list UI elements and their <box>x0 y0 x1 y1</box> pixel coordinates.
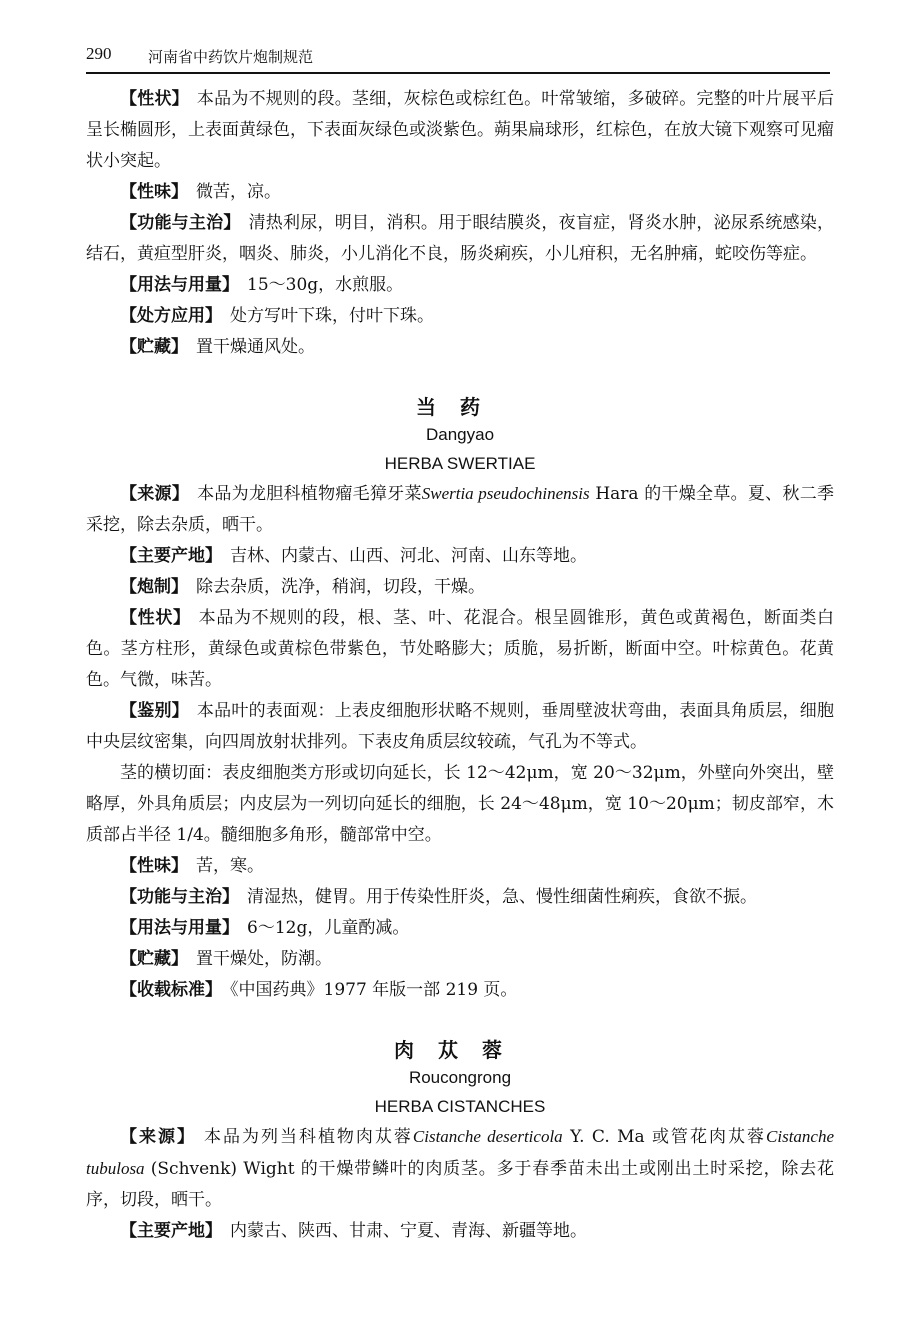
section-text: 《中国药典》1977 年版一部 219 页。 <box>230 980 518 1000</box>
section-label: 【炮制】 <box>120 577 188 597</box>
entry-latin-name: HERBA CISTANCHES <box>374 1097 546 1116</box>
paragraph <box>86 882 834 913</box>
paragraph <box>86 332 834 363</box>
paragraph <box>86 208 834 270</box>
section-label: 【主要产地】 <box>120 1221 222 1241</box>
book-title: 河南省中药饮片炮制规范 <box>148 48 314 66</box>
page-body <box>86 84 834 1247</box>
section-label: 【功能与主治】 <box>120 213 241 233</box>
section-label: 【贮藏】 <box>120 949 188 969</box>
section-text: 处方写叶下珠，付叶下珠。 <box>230 306 434 326</box>
paragraph <box>86 1121 834 1216</box>
paragraph <box>86 603 834 696</box>
section-text: (Schvenk) Wight 的干燥带鳞叶的肉质茎。多于春季苗未出土或刚出土时采挖，除去花序，切段，晒干。 <box>86 1159 834 1210</box>
section-label: 【功能与主治】 <box>120 887 239 907</box>
entry-title: 肉苁蓉 <box>394 1038 526 1062</box>
section-label: 【用法与用量】 <box>120 275 239 295</box>
section-text: 清湿热，健胃。用于传染性肝炎，急、慢性细菌性痢疾，食欲不振。 <box>247 887 757 907</box>
paragraph <box>86 572 834 603</box>
entry-pinyin: Roucongrong <box>408 1068 512 1087</box>
paragraph <box>86 944 834 975</box>
paragraph <box>86 301 834 332</box>
species-name: Swertia pseudochinensis <box>421 484 590 503</box>
paragraph <box>86 758 834 851</box>
section-text: 本品为不规则的段。茎细，灰棕色或棕红色。叶常皱缩，多破碎。完整的叶片展平后呈长椭圆形，上表面黄绿色，下表面灰绿色或淡紫色。蒴果扁球形，红棕色，在放大镜下观察可见瘤状小突起。 <box>86 89 835 171</box>
section-text: 15～30g，水煎服。 <box>247 275 404 295</box>
section-text: 苦，寒。 <box>196 856 264 876</box>
paragraph <box>86 541 834 572</box>
section-label: 【来源】 <box>120 484 190 504</box>
section-label: 【主要产地】 <box>120 546 222 566</box>
paragraph <box>86 696 834 758</box>
section-label: 【性味】 <box>120 856 188 876</box>
section-label: 【来源】 <box>120 1127 196 1147</box>
page-number: 290 <box>86 44 112 63</box>
section-text: Hara 的干燥全草。夏、秋二季采挖，除去杂质，晒干。 <box>86 484 835 535</box>
section-label: 【鉴别】 <box>120 701 189 721</box>
paragraph <box>86 913 834 944</box>
section-text: 本品叶的表面观：上表皮细胞形状略不规则，垂周壁波状弯曲，表面具角质层，细胞中央层纹密集，向四周放射状排列。下表皮角质层纹较疏，气孔为不等式。 <box>86 701 835 752</box>
section-text: 置干燥通风处。 <box>196 337 315 357</box>
section-text: 清热利尿，明目，消积。用于眼结膜炎，夜盲症，肾炎水肿，泌尿系统感染，结石，黄疸型肝炎，咽炎、肺炎，小儿消化不良，肠炎痢疾，小儿疳积，无名肿痛，蛇咬伤等症。 <box>86 213 835 264</box>
paragraph <box>86 177 834 208</box>
section-text: Y. C. Ma 或管花肉苁蓉 <box>562 1127 767 1147</box>
paragraph <box>86 478 834 541</box>
section-label: 【性状】 <box>120 608 191 628</box>
section-text: 内蒙古、陕西、甘肃、宁夏、青海、新疆等地。 <box>230 1221 587 1241</box>
paragraph <box>86 270 834 301</box>
section-text: 置干燥处，防潮。 <box>196 949 332 969</box>
section-text: 微苦，凉。 <box>196 182 281 202</box>
section-label: 【用法与用量】 <box>120 918 239 938</box>
entry-pinyin: Dangyao <box>425 425 495 444</box>
page-header <box>86 38 830 74</box>
section-text: 6～12g，儿童酌减。 <box>247 918 410 938</box>
section-label: 【收载标准】 <box>120 980 222 1000</box>
section-text: 茎的横切面：表皮细胞类方形或切向延长，长 12～42μm，宽 20～32μm，外壁向外突出，壁略厚，外具角质层；内皮层为一列切向延长的细胞，长 24～48μm，宽 10～20μm；韧皮部窄，木质部占半径 1/4。髓细胞多角形，髓部常中空。 <box>86 763 834 845</box>
paragraph <box>86 1216 834 1247</box>
entry-latin-name: HERBA SWERTIAE <box>384 454 536 473</box>
section-text: 吉林、内蒙古、山西、河北、河南、山东等地。 <box>230 546 587 566</box>
section-text: 除去杂质，洗净，稍润，切段，干燥。 <box>196 577 485 597</box>
section-text: 本品为列当科植物肉苁蓉 <box>203 1127 413 1147</box>
section-label: 【性状】 <box>120 89 189 109</box>
entry-title: 当药 <box>416 395 504 419</box>
paragraph <box>86 84 834 177</box>
paragraph <box>86 851 834 882</box>
section-text: 本品为龙胆科植物瘤毛獐牙菜 <box>197 484 422 504</box>
section-label: 【贮藏】 <box>120 337 188 357</box>
section-label: 【性味】 <box>120 182 188 202</box>
species-name: Cistanche deserticola <box>412 1127 563 1146</box>
paragraph <box>86 975 834 1006</box>
section-text: 本品为不规则的段，根、茎、叶、花混合。根呈圆锥形，黄色或黄褐色，断面类白色。茎方柱形，黄绿色或黄棕色带紫色，节处略膨大；质脆，易折断，断面中空。叶棕黄色。花黄色。气微，味苦。 <box>86 608 835 690</box>
section-label: 【处方应用】 <box>120 306 222 326</box>
species-name: Cistanche tubulosa <box>86 1127 835 1178</box>
